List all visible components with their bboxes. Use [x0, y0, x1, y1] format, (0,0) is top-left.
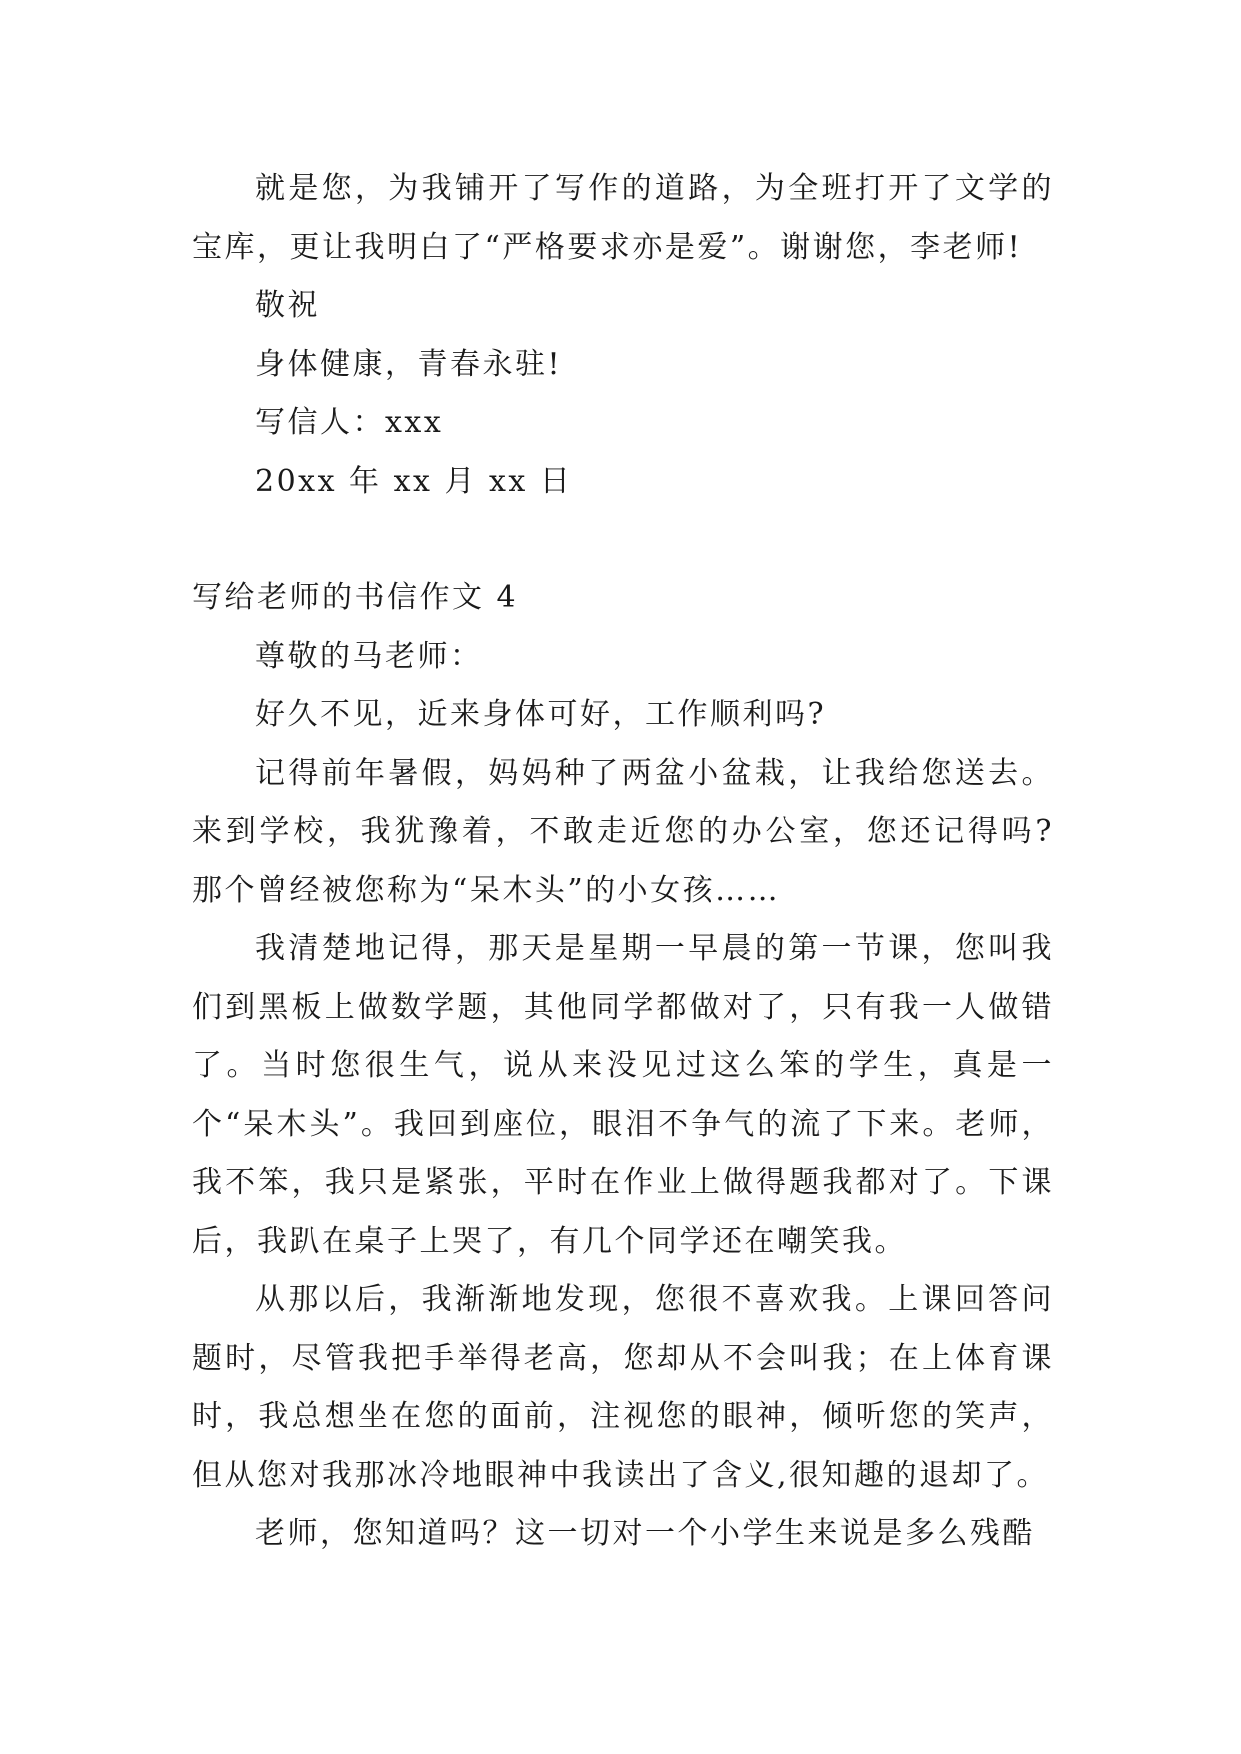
- paragraph-date: 20xx 年 xx 月 xx 日: [255, 463, 573, 499]
- paragraph-greeting: 尊敬的马老师：: [255, 638, 483, 674]
- paragraph-question: 老师，您知道吗？这一切对一个小学生来说是多么残酷: [255, 1516, 1035, 1551]
- paragraph-afterwards: 从那以后，我渐渐地发现，您很不喜欢我。上课回答问题时，尽管我把手举得老高，您却从不会叫我；在上体育课时，我总想坐在您的面前，注视您的眼神，倾听您的笑声，但从您对我那冰冷地眼神中我读出了含义,很知趣的退却了。: [192, 1282, 1054, 1493]
- paragraph-salutation-wish: 敬祝: [255, 288, 320, 323]
- paragraph-closing-thanks: 就是您，为我铺开了写作的道路，为全班打开了文学的宝库，更让我明白了“严格要求亦是爱”。谢谢您，李老师!: [192, 171, 1054, 265]
- section-spacer: [192, 511, 1054, 569]
- paragraph-math-class: 我清楚地记得，那天是星期一早晨的第一节课，您叫我们到黑板上做数学题，其他同学都做对了，只有我一人做错了。当时您很生气，说从来没见过这么笨的学生，真是一个“呆木头”。我回到座位，眼泪不争气的流了下来。老师，我不笨，我只是紧张，平时在作业上做得题我都对了。下课后，我趴在桌子上哭了，有几个同学还在嘲笑我。: [192, 931, 1054, 1259]
- letter-content: [192, 160, 1054, 1564]
- paragraph-blessing: 身体健康，青春永驻!: [255, 346, 563, 382]
- section-title: 写给老师的书信作文 4: [192, 580, 519, 615]
- paragraph-memory: 记得前年暑假，妈妈种了两盆小盆栽，让我给您送去。来到学校，我犹豫着，不敢走近您的办公室，您还记得吗?那个曾经被您称为“呆木头”的小女孩……: [192, 755, 1054, 908]
- paragraph-opening: 好久不见，近来身体可好，工作顺利吗?: [255, 697, 827, 732]
- paragraph-signature: 写信人：xxx: [255, 405, 444, 440]
